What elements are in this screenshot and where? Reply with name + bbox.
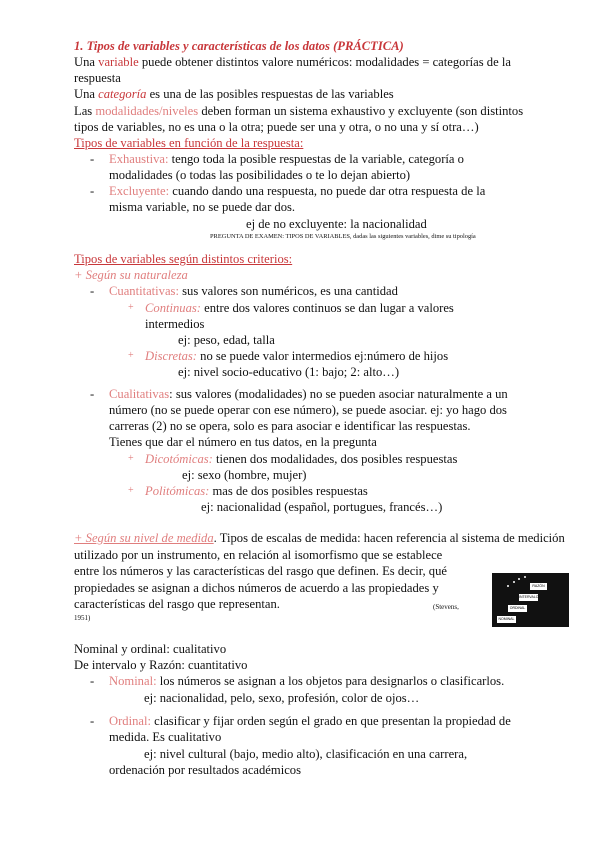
ordinal-line-4: ordenación por resultados académicos (109, 763, 301, 777)
continuas-example: ej: peso, edad, talla (178, 333, 275, 347)
term-ordinal: Ordinal: (109, 714, 151, 728)
medida-line-2: utilizado por un instrumento, en relación al isomorfismo que se establece (74, 548, 443, 562)
excluyente-line-2: misma variable, no se puede dar dos. (109, 200, 296, 214)
text: : sus valores (modalidades) no se pueden asociar naturalmente a un (169, 387, 508, 401)
subheading-medida: + Según su nivel de medida (74, 531, 214, 545)
text: mas de dos posibles respuestas (209, 484, 368, 498)
text: no se puede valor intermedios ej:número de hijos (197, 349, 449, 363)
measurement-scales-stairs-image (492, 573, 569, 627)
medida-line-3: entre los números y las características del rasgo que definen. Es decir, qué (74, 564, 447, 578)
stair-step-ordinal: ORDINAL (509, 606, 526, 610)
exhaustiva-line-2: modalidades (o todas las posibilidades o te lo dejan abierto) (109, 168, 411, 182)
dash-bullet: - (90, 152, 95, 166)
text: Una (74, 55, 99, 69)
medida-line-4: propiedades se asignan a dichos números de acuerdo a las propiedades y (74, 581, 439, 595)
text: puede obtener distintos valore numéricos: modalidades = categorías de la (138, 55, 511, 69)
dash-bullet: - (90, 284, 95, 298)
star-dot (518, 578, 520, 580)
summary-line-1: Nominal y ordinal: cualitativo (74, 642, 227, 656)
heading-respuesta: Tipos de variables en función de la respuesta: (74, 136, 304, 150)
cuantitativas-line (109, 283, 398, 299)
politomicas-line (145, 483, 368, 499)
plus-bullet: + (128, 302, 134, 313)
term-nominal: Nominal: (109, 674, 157, 688)
star-dot (507, 585, 509, 587)
intro-line-3 (74, 86, 394, 102)
cualitativas-line-2: número (no se puede operar con ese número), se puede asociar. ej: yo hago dos (109, 403, 507, 417)
exam-note: PREGUNTA DE EXAMEN: TIPOS DE VARIABLES, dadas las siguientes variables, dime su tipología (210, 233, 476, 240)
excluyente-example: ej de no excluyente: la nacionalidad (246, 217, 427, 231)
text: tienen dos modalidades, dos posibles respuestas (212, 452, 458, 466)
intro-line-1 (74, 54, 511, 70)
medida-line-1 (74, 530, 565, 546)
term-variable: variable (98, 55, 139, 69)
plus-bullet: + (128, 485, 134, 496)
nominal-example: ej: nacionalidad, pelo, sexo, profesión, color de ojos… (144, 691, 420, 705)
term-discretas: Discretas: (145, 349, 197, 363)
page-title: 1. Tipos de variables y características de los datos (PRÁCTICA) (74, 39, 404, 53)
ordinal-line-1 (109, 713, 511, 729)
term-continuas: Continuas: (145, 301, 201, 315)
term-cuantitativas: Cuantitativas: (109, 284, 179, 298)
medida-line-5: características del rasgo que representan. (74, 597, 280, 611)
nominal-line (109, 673, 504, 689)
dicotomicas-line (145, 451, 457, 467)
continuas-line-1 (145, 300, 454, 316)
discretas-example: ej: nivel socio-educativo (1: bajo; 2: alto…) (178, 365, 400, 379)
star-dot (513, 581, 515, 583)
continuas-line-2: intermedios (145, 317, 205, 331)
text: Una (74, 87, 99, 101)
stair-step-nominal: NOMINAL (498, 617, 515, 621)
cualitativas-line-1 (109, 386, 508, 402)
intro-line-5: tipos de variables, no es una o la otra; puede ser una y otra, o no una y sí otra…) (74, 120, 479, 134)
citation-stevens: (Stevens, (433, 603, 459, 611)
text: Las (74, 104, 96, 118)
text: tengo toda la posible respuestas de la variable, categoría o (168, 152, 464, 166)
dicotomicas-example: ej: sexo (hombre, mujer) (182, 468, 307, 482)
plus-bullet: + (128, 350, 134, 361)
excluyente-line-1 (109, 183, 485, 199)
term-dicotomicas: Dicotómicas: (145, 452, 213, 466)
politomicas-example: ej: nacionalidad (español, portugues, francés…) (201, 500, 443, 514)
dash-bullet: - (90, 714, 95, 728)
dash-bullet: - (90, 674, 95, 688)
text: deben forman un sistema exhaustivo y excluyente (son distintos (198, 104, 524, 118)
intro-line-4 (74, 103, 523, 119)
stair-step-intervalo: INTERVALO (519, 595, 539, 599)
term-cualitativas: Cualitativas (109, 387, 170, 401)
cualitativas-line-3: carreras (2) no se opera, solo es para asociar e identificar las respuestas. (109, 419, 471, 433)
intro-line-2: respuesta (74, 71, 121, 85)
ordinal-line-2: medida. Es cualitativo (109, 730, 222, 744)
text: los números se asignan a los objetos para designarlos o clasificarlos. (156, 674, 505, 688)
text: cuando dando una respuesta, no puede dar otra respuesta de la (169, 184, 486, 198)
summary-line-2: De intervalo y Razón: cuantitativo (74, 658, 248, 672)
term-categoria: categoría (98, 87, 147, 101)
text: . Tipos de escalas de medida: hacen referencia al sistema de medición (213, 531, 565, 545)
ordinal-line-3: ej: nivel cultural (bajo, medio alto), clasificación en una carrera, (144, 747, 468, 761)
text: es una de las posibles respuestas de las variables (146, 87, 394, 101)
discretas-line-1 (145, 348, 448, 364)
cualitativas-line-4: Tienes que dar el número en tus datos, en la pregunta (109, 435, 377, 449)
text: entre dos valores continuos se dan lugar a valores (200, 301, 454, 315)
subheading-naturaleza: + Según su naturaleza (74, 268, 188, 282)
citation-year: 1951) (74, 614, 91, 622)
dash-bullet: - (90, 387, 95, 401)
star-dot (524, 576, 526, 578)
term-excluyente: Excluyente: (109, 184, 170, 198)
term-modalidades: modalidades/niveles (95, 104, 199, 118)
stair-step-razon: RAZÓN (530, 583, 547, 590)
term-exhaustiva: Exhaustiva: (109, 152, 169, 166)
term-politomicas: Politómicas: (145, 484, 210, 498)
exhaustiva-line-1 (109, 151, 464, 167)
text: sus valores son numéricos, es una cantidad (178, 284, 398, 298)
heading-criterios: Tipos de variables según distintos criterios: (74, 252, 293, 266)
plus-bullet: + (128, 453, 134, 464)
dash-bullet: - (90, 184, 95, 198)
text: clasificar y fijar orden según el grado en que presentan la propiedad de (150, 714, 511, 728)
